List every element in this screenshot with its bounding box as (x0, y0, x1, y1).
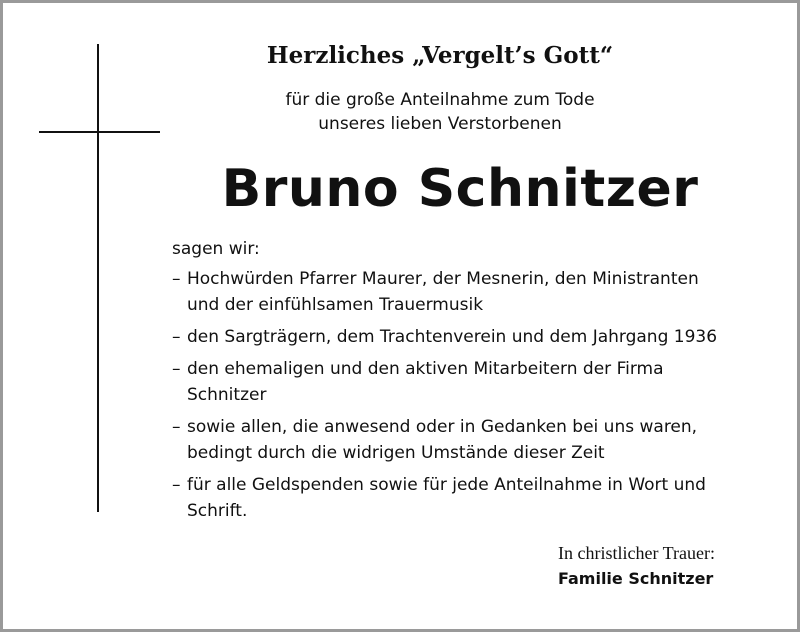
dash-bullet: – (172, 269, 181, 289)
intro-text (240, 88, 640, 136)
signoff (558, 540, 715, 592)
thanks-item-line: den ehemaligen und den aktiven Mitarbeitern der Firma (187, 359, 664, 379)
dash-bullet: – (172, 417, 181, 437)
thanks-lead: sagen wir: (172, 239, 260, 259)
signoff-line: In christlicher Trauer: (558, 543, 715, 563)
thanks-section (172, 236, 772, 530)
thanks-item-line: für alle Geldspenden sowie für jede Anteilnahme in Wort und (187, 475, 706, 495)
thanks-item-line: sowie allen, die anwesend oder in Gedanken bei uns waren, (187, 417, 698, 437)
thanks-item (172, 356, 772, 408)
family-name: Familie Schnitzer (558, 569, 714, 588)
thanks-item-line: und der einfühlsamen Trauermusik (187, 295, 484, 315)
thanks-item (172, 324, 772, 350)
thanks-item-line: bedingt durch die widrigen Umstände dieser Zeit (187, 443, 605, 463)
thanks-item-line: Hochwürden Pfarrer Maurer, der Mesnerin, den Ministranten (187, 269, 699, 289)
cross-vertical-bar (97, 44, 99, 512)
thanks-item (172, 414, 772, 466)
cross-horizontal-bar (39, 131, 160, 133)
thanks-item-line: Schrift. (187, 501, 248, 521)
dash-bullet: – (172, 359, 181, 379)
deceased-name: Bruno Schnitzer (221, 159, 699, 219)
thanks-item-line: Schnitzer (187, 385, 267, 405)
intro-line-1: für die große Anteilnahme zum Tode (285, 90, 595, 110)
dash-bullet: – (172, 327, 181, 347)
intro-line-2: unseres lieben Verstorbenen (318, 114, 562, 134)
notice-heading: Herzliches „Vergelt’s Gott“ (266, 42, 614, 69)
thanks-item (172, 266, 772, 318)
thanks-item (172, 472, 772, 524)
dash-bullet: – (172, 475, 181, 495)
thanks-list (172, 266, 772, 524)
thanks-item-line: den Sargträgern, dem Trachtenverein und dem Jahrgang 1936 (187, 327, 718, 347)
